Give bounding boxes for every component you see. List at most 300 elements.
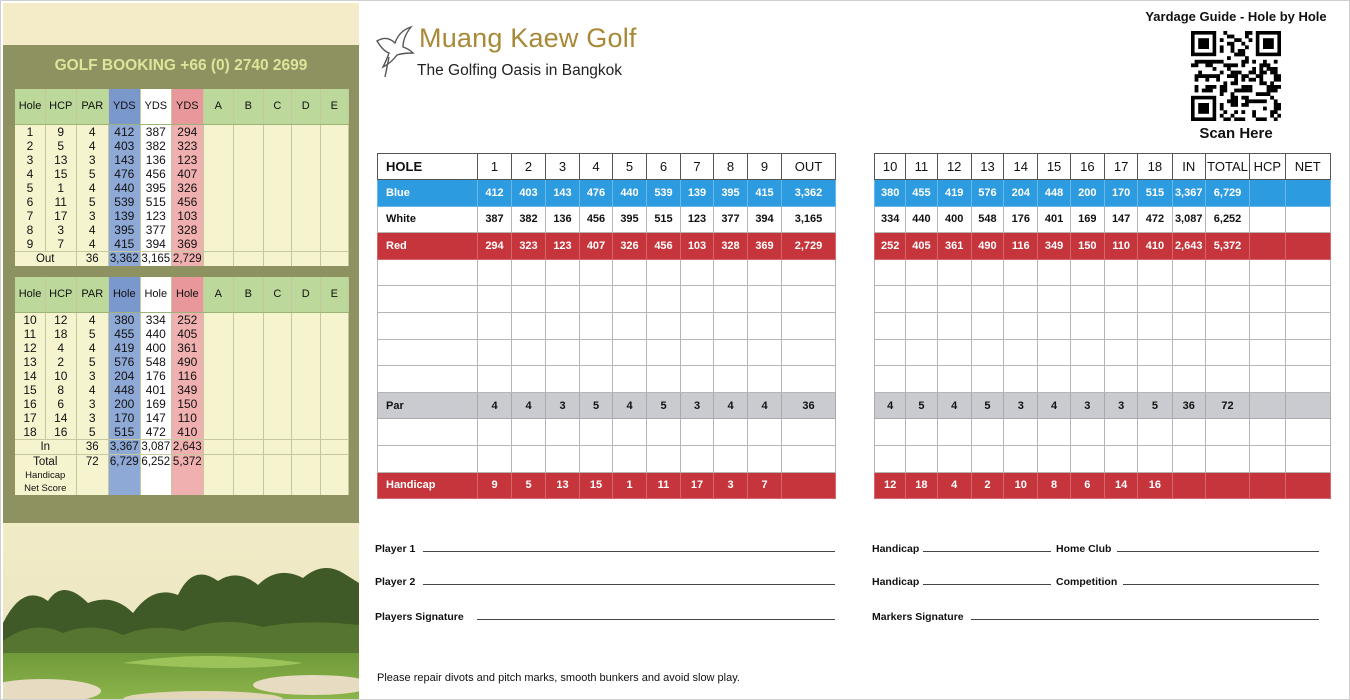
scorecard-cell[interactable] — [478, 419, 512, 446]
scorecard-cell[interactable] — [714, 339, 748, 366]
scorecard-cell[interactable] — [1250, 392, 1285, 419]
scorecard-cell[interactable] — [1070, 366, 1104, 393]
scorecard-cell[interactable] — [1104, 339, 1137, 366]
scorecard-cell[interactable] — [1138, 366, 1172, 393]
scorecard-cell[interactable] — [546, 259, 580, 286]
scorecard-cell[interactable] — [937, 259, 971, 286]
yardage-cell[interactable] — [263, 124, 291, 139]
yardage-cell[interactable] — [263, 482, 291, 495]
yardage-cell[interactable] — [292, 153, 320, 167]
yardage-cell[interactable] — [292, 251, 320, 266]
yardage-cell[interactable] — [292, 369, 320, 383]
yardage-cell[interactable] — [203, 209, 234, 223]
yardage-cell[interactable] — [320, 181, 349, 195]
scorecard-cell[interactable] — [1285, 233, 1330, 260]
yardage-cell[interactable] — [320, 425, 349, 440]
yardage-cell[interactable] — [234, 237, 263, 252]
yardage-cell[interactable] — [320, 251, 349, 266]
scorecard-cell[interactable] — [748, 286, 782, 313]
scorecard-cell[interactable] — [875, 286, 906, 313]
scorecard-cell[interactable] — [1004, 312, 1038, 339]
yardage-cell[interactable] — [109, 482, 141, 495]
yardage-cell[interactable] — [263, 139, 291, 153]
scorecard-cell[interactable] — [681, 419, 714, 446]
scorecard-cell[interactable] — [512, 312, 546, 339]
scorecard-cell[interactable] — [1070, 419, 1104, 446]
scorecard-cell[interactable] — [512, 445, 546, 472]
scorecard-cell[interactable] — [546, 312, 580, 339]
scorecard-cell[interactable] — [748, 445, 782, 472]
yardage-cell[interactable] — [203, 124, 234, 139]
yardage-cell[interactable] — [263, 153, 291, 167]
scorecard-cell[interactable] — [971, 339, 1003, 366]
yardage-cell[interactable] — [263, 425, 291, 440]
yardage-cell[interactable] — [320, 369, 349, 383]
yardage-cell[interactable] — [292, 327, 320, 341]
yardage-cell[interactable] — [292, 355, 320, 369]
scorecard-cell[interactable] — [875, 339, 906, 366]
scorecard-cell[interactable] — [580, 339, 613, 366]
scorecard-cell[interactable] — [613, 419, 647, 446]
scorecard-cell[interactable] — [1070, 259, 1104, 286]
handicap2-field[interactable] — [923, 584, 1051, 585]
yardage-cell[interactable] — [292, 411, 320, 425]
yardage-cell[interactable] — [203, 383, 234, 397]
qr-code-icon[interactable] — [1191, 31, 1281, 121]
scorecard-cell[interactable] — [613, 286, 647, 313]
yardage-cell[interactable] — [320, 383, 349, 397]
scorecard-cell[interactable] — [546, 286, 580, 313]
markers-signature-field[interactable] — [971, 619, 1319, 620]
yardage-cell[interactable] — [292, 139, 320, 153]
scorecard-cell[interactable] — [906, 286, 937, 313]
yardage-cell[interactable] — [320, 469, 349, 482]
yardage-cell[interactable] — [203, 312, 234, 327]
scorecard-cell[interactable] — [647, 286, 681, 313]
yardage-cell[interactable] — [234, 251, 263, 266]
home-club-field[interactable] — [1117, 551, 1319, 552]
scorecard-cell[interactable] — [546, 339, 580, 366]
scorecard-cell[interactable] — [1172, 472, 1205, 499]
scorecard-cell[interactable] — [613, 259, 647, 286]
yardage-cell[interactable] — [292, 397, 320, 411]
scorecard-cell[interactable] — [906, 339, 937, 366]
scorecard-cell[interactable] — [782, 419, 836, 446]
scorecard-cell[interactable] — [1038, 259, 1070, 286]
scorecard-cell[interactable] — [1104, 419, 1137, 446]
scorecard-cell[interactable] — [1285, 286, 1330, 313]
scorecard-cell[interactable] — [1070, 312, 1104, 339]
scorecard-cell[interactable] — [714, 259, 748, 286]
yardage-cell[interactable] — [292, 454, 320, 469]
yardage-cell[interactable] — [292, 167, 320, 181]
yardage-cell[interactable] — [203, 327, 234, 341]
scorecard-cell[interactable] — [1250, 233, 1285, 260]
yardage-cell[interactable] — [320, 153, 349, 167]
yardage-cell[interactable] — [203, 237, 234, 252]
yardage-cell[interactable] — [234, 369, 263, 383]
yardage-cell[interactable] — [203, 153, 234, 167]
scorecard-cell[interactable] — [1250, 472, 1285, 499]
scorecard-cell[interactable] — [512, 419, 546, 446]
yardage-cell[interactable] — [234, 482, 263, 495]
scorecard-cell[interactable] — [714, 286, 748, 313]
scorecard-cell[interactable] — [1104, 286, 1137, 313]
scorecard-cell[interactable] — [906, 259, 937, 286]
scorecard-cell[interactable] — [580, 259, 613, 286]
scorecard-cell[interactable] — [714, 366, 748, 393]
yardage-cell[interactable] — [203, 369, 234, 383]
yardage-cell[interactable] — [263, 312, 291, 327]
yardage-cell[interactable] — [292, 383, 320, 397]
yardage-cell[interactable] — [234, 153, 263, 167]
scorecard-cell[interactable] — [478, 445, 512, 472]
yardage-cell[interactable] — [234, 355, 263, 369]
scorecard-cell[interactable] — [1250, 445, 1285, 472]
yardage-cell[interactable] — [263, 397, 291, 411]
scorecard-cell[interactable] — [1004, 366, 1038, 393]
yardage-cell[interactable] — [292, 237, 320, 252]
yardage-cell[interactable] — [263, 383, 291, 397]
scorecard-cell[interactable] — [782, 286, 836, 313]
scorecard-cell[interactable] — [1004, 259, 1038, 286]
yardage-cell[interactable] — [263, 439, 291, 454]
scorecard-cell[interactable] — [1250, 286, 1285, 313]
yardage-cell[interactable] — [320, 167, 349, 181]
yardage-cell[interactable] — [320, 327, 349, 341]
yardage-cell[interactable] — [263, 454, 291, 469]
scorecard-cell[interactable] — [971, 259, 1003, 286]
scorecard-cell[interactable] — [782, 339, 836, 366]
yardage-cell[interactable] — [320, 312, 349, 327]
yardage-cell[interactable] — [292, 439, 320, 454]
player2-field[interactable] — [423, 584, 835, 585]
scorecard-cell[interactable] — [546, 419, 580, 446]
yardage-cell[interactable] — [292, 482, 320, 495]
scorecard-cell[interactable] — [647, 259, 681, 286]
scorecard-cell[interactable] — [1104, 445, 1137, 472]
scorecard-cell[interactable] — [1205, 366, 1249, 393]
yardage-cell[interactable] — [234, 383, 263, 397]
scorecard-cell[interactable] — [1138, 286, 1172, 313]
yardage-cell[interactable] — [320, 237, 349, 252]
yardage-cell[interactable] — [234, 411, 263, 425]
yardage-cell[interactable] — [234, 312, 263, 327]
scorecard-cell[interactable] — [1104, 312, 1137, 339]
scorecard-cell[interactable] — [1038, 366, 1070, 393]
scorecard-cell[interactable] — [681, 366, 714, 393]
scorecard-cell[interactable] — [1285, 206, 1330, 233]
yardage-cell[interactable] — [263, 223, 291, 237]
scorecard-cell[interactable] — [1250, 419, 1285, 446]
yardage-cell[interactable] — [234, 341, 263, 355]
scorecard-cell[interactable] — [647, 339, 681, 366]
scorecard-cell[interactable] — [906, 312, 937, 339]
scorecard-cell[interactable] — [580, 445, 613, 472]
scorecard-cell[interactable] — [875, 445, 906, 472]
scorecard-cell[interactable] — [1038, 419, 1070, 446]
yardage-cell[interactable] — [234, 209, 263, 223]
scorecard-cell[interactable] — [1004, 339, 1038, 366]
yardage-cell[interactable] — [263, 195, 291, 209]
yardage-cell[interactable] — [292, 425, 320, 440]
player1-field[interactable] — [423, 551, 835, 552]
yardage-cell[interactable] — [172, 469, 204, 482]
yardage-cell[interactable] — [263, 341, 291, 355]
yardage-cell[interactable] — [76, 482, 109, 495]
scorecard-cell[interactable] — [1172, 419, 1205, 446]
scorecard-cell[interactable] — [1285, 259, 1330, 286]
yardage-cell[interactable] — [292, 124, 320, 139]
scorecard-cell[interactable] — [613, 445, 647, 472]
scorecard-cell[interactable] — [1285, 472, 1330, 499]
scorecard-cell[interactable] — [875, 419, 906, 446]
yardage-cell[interactable] — [292, 469, 320, 482]
yardage-cell[interactable] — [203, 251, 234, 266]
yardage-cell[interactable] — [203, 223, 234, 237]
scorecard-cell[interactable] — [647, 312, 681, 339]
yardage-cell[interactable] — [292, 223, 320, 237]
yardage-cell[interactable] — [234, 469, 263, 482]
scorecard-cell[interactable] — [1104, 259, 1137, 286]
scorecard-cell[interactable] — [906, 445, 937, 472]
scorecard-cell[interactable] — [1004, 286, 1038, 313]
scorecard-cell[interactable] — [1172, 259, 1205, 286]
yardage-cell[interactable] — [234, 223, 263, 237]
scorecard-cell[interactable] — [647, 419, 681, 446]
yardage-cell[interactable] — [203, 469, 234, 482]
scorecard-cell[interactable] — [1138, 259, 1172, 286]
scorecard-cell[interactable] — [1250, 259, 1285, 286]
yardage-cell[interactable] — [203, 439, 234, 454]
scorecard-cell[interactable] — [906, 366, 937, 393]
scorecard-cell[interactable] — [1172, 312, 1205, 339]
scorecard-cell[interactable] — [1172, 339, 1205, 366]
scorecard-cell[interactable] — [681, 259, 714, 286]
scorecard-cell[interactable] — [971, 286, 1003, 313]
yardage-cell[interactable] — [320, 454, 349, 469]
scorecard-cell[interactable] — [1250, 339, 1285, 366]
scorecard-cell[interactable] — [580, 419, 613, 446]
scorecard-cell[interactable] — [1205, 339, 1249, 366]
scorecard-cell[interactable] — [1172, 366, 1205, 393]
yardage-cell[interactable] — [203, 355, 234, 369]
yardage-cell[interactable] — [320, 482, 349, 495]
scorecard-cell[interactable] — [1172, 286, 1205, 313]
yardage-cell[interactable] — [76, 469, 109, 482]
yardage-cell[interactable] — [172, 482, 204, 495]
yardage-cell[interactable] — [263, 181, 291, 195]
scorecard-cell[interactable] — [714, 445, 748, 472]
scorecard-cell[interactable] — [748, 259, 782, 286]
yardage-cell[interactable] — [263, 251, 291, 266]
scorecard-cell[interactable] — [1250, 180, 1285, 207]
yardage-cell[interactable] — [234, 124, 263, 139]
scorecard-cell[interactable] — [1285, 312, 1330, 339]
yardage-cell[interactable] — [320, 355, 349, 369]
yardage-cell[interactable] — [203, 425, 234, 440]
scorecard-cell[interactable] — [681, 339, 714, 366]
scorecard-cell[interactable] — [906, 419, 937, 446]
scorecard-cell[interactable] — [681, 312, 714, 339]
yardage-cell[interactable] — [320, 397, 349, 411]
scorecard-cell[interactable] — [937, 312, 971, 339]
scorecard-cell[interactable] — [937, 419, 971, 446]
scorecard-cell[interactable] — [1250, 206, 1285, 233]
scorecard-cell[interactable] — [546, 366, 580, 393]
yardage-cell[interactable] — [292, 209, 320, 223]
yardage-cell[interactable] — [203, 482, 234, 495]
yardage-cell[interactable] — [140, 482, 172, 495]
scorecard-cell[interactable] — [1172, 445, 1205, 472]
scorecard-cell[interactable] — [1285, 392, 1330, 419]
yardage-cell[interactable] — [234, 439, 263, 454]
scorecard-cell[interactable] — [1070, 339, 1104, 366]
scorecard-cell[interactable] — [647, 366, 681, 393]
scorecard-cell[interactable] — [937, 445, 971, 472]
yardage-cell[interactable] — [263, 355, 291, 369]
scorecard-cell[interactable] — [971, 366, 1003, 393]
scorecard-cell[interactable] — [1205, 286, 1249, 313]
scorecard-cell[interactable] — [647, 445, 681, 472]
yardage-cell[interactable] — [203, 411, 234, 425]
scorecard-cell[interactable] — [546, 445, 580, 472]
scorecard-cell[interactable] — [1250, 312, 1285, 339]
yardage-cell[interactable] — [320, 341, 349, 355]
scorecard-cell[interactable] — [1038, 312, 1070, 339]
yardage-cell[interactable] — [320, 195, 349, 209]
scorecard-cell[interactable] — [1004, 445, 1038, 472]
yardage-cell[interactable] — [263, 469, 291, 482]
scorecard-cell[interactable] — [748, 339, 782, 366]
scorecard-cell[interactable] — [1205, 445, 1249, 472]
yardage-cell[interactable] — [320, 411, 349, 425]
yardage-cell[interactable] — [320, 439, 349, 454]
yardage-cell[interactable] — [234, 454, 263, 469]
scorecard-cell[interactable] — [580, 312, 613, 339]
yardage-cell[interactable] — [203, 454, 234, 469]
scorecard-cell[interactable] — [782, 366, 836, 393]
yardage-cell[interactable] — [234, 397, 263, 411]
scorecard-cell[interactable] — [1285, 339, 1330, 366]
scorecard-cell[interactable] — [1070, 286, 1104, 313]
scorecard-cell[interactable] — [937, 286, 971, 313]
yardage-cell[interactable] — [292, 195, 320, 209]
yardage-cell[interactable] — [234, 195, 263, 209]
scorecard-cell[interactable] — [1138, 445, 1172, 472]
scorecard-cell[interactable] — [1038, 445, 1070, 472]
scorecard-cell[interactable] — [613, 312, 647, 339]
scorecard-cell[interactable] — [748, 419, 782, 446]
scorecard-cell[interactable] — [1250, 366, 1285, 393]
yardage-cell[interactable] — [263, 237, 291, 252]
scorecard-cell[interactable] — [1038, 286, 1070, 313]
scorecard-cell[interactable] — [1004, 419, 1038, 446]
scorecard-cell[interactable] — [512, 286, 546, 313]
scorecard-cell[interactable] — [512, 366, 546, 393]
yardage-cell[interactable] — [234, 167, 263, 181]
scorecard-cell[interactable] — [875, 259, 906, 286]
scorecard-cell[interactable] — [478, 259, 512, 286]
yardage-cell[interactable] — [109, 469, 141, 482]
scorecard-cell[interactable] — [512, 259, 546, 286]
competition-field[interactable] — [1123, 584, 1319, 585]
yardage-cell[interactable] — [203, 181, 234, 195]
scorecard-cell[interactable] — [478, 286, 512, 313]
scorecard-cell[interactable] — [782, 312, 836, 339]
scorecard-cell[interactable] — [681, 445, 714, 472]
scorecard-cell[interactable] — [1038, 339, 1070, 366]
yardage-cell[interactable] — [203, 139, 234, 153]
scorecard-cell[interactable] — [971, 419, 1003, 446]
scorecard-cell[interactable] — [1285, 180, 1330, 207]
scorecard-cell[interactable] — [478, 339, 512, 366]
scorecard-cell[interactable] — [714, 312, 748, 339]
yardage-cell[interactable] — [203, 195, 234, 209]
yardage-cell[interactable] — [234, 327, 263, 341]
scorecard-cell[interactable] — [1205, 259, 1249, 286]
yardage-cell[interactable] — [263, 411, 291, 425]
yardage-cell[interactable] — [320, 209, 349, 223]
scorecard-cell[interactable] — [748, 312, 782, 339]
yardage-cell[interactable] — [292, 341, 320, 355]
handicap1-field[interactable] — [923, 551, 1051, 552]
scorecard-cell[interactable] — [681, 286, 714, 313]
scorecard-cell[interactable] — [1205, 419, 1249, 446]
scorecard-cell[interactable] — [613, 339, 647, 366]
scorecard-cell[interactable] — [478, 366, 512, 393]
scorecard-cell[interactable] — [1285, 366, 1330, 393]
yardage-cell[interactable] — [263, 369, 291, 383]
scorecard-cell[interactable] — [1138, 312, 1172, 339]
scorecard-cell[interactable] — [782, 259, 836, 286]
scorecard-cell[interactable] — [714, 419, 748, 446]
scorecard-cell[interactable] — [1205, 472, 1249, 499]
scorecard-cell[interactable] — [971, 445, 1003, 472]
yardage-cell[interactable] — [263, 167, 291, 181]
yardage-cell[interactable] — [292, 181, 320, 195]
scorecard-cell[interactable] — [1285, 419, 1330, 446]
scorecard-cell[interactable] — [971, 312, 1003, 339]
scorecard-cell[interactable] — [1070, 445, 1104, 472]
scorecard-cell[interactable] — [1205, 312, 1249, 339]
yardage-cell[interactable] — [292, 312, 320, 327]
scorecard-cell[interactable] — [613, 366, 647, 393]
scorecard-cell[interactable] — [580, 286, 613, 313]
scorecard-cell[interactable] — [875, 366, 906, 393]
yardage-cell[interactable] — [320, 223, 349, 237]
scorecard-cell[interactable] — [1285, 445, 1330, 472]
yardage-cell[interactable] — [234, 425, 263, 440]
scorecard-cell[interactable] — [782, 472, 836, 499]
yardage-cell[interactable] — [263, 209, 291, 223]
players-signature-field[interactable] — [477, 619, 835, 620]
yardage-cell[interactable] — [234, 181, 263, 195]
scorecard-cell[interactable] — [748, 366, 782, 393]
scorecard-cell[interactable] — [580, 366, 613, 393]
yardage-cell[interactable] — [234, 139, 263, 153]
scorecard-cell[interactable] — [782, 445, 836, 472]
yardage-cell[interactable] — [320, 124, 349, 139]
scorecard-cell[interactable] — [1104, 366, 1137, 393]
scorecard-cell[interactable] — [512, 339, 546, 366]
yardage-cell[interactable] — [140, 469, 172, 482]
yardage-cell[interactable] — [203, 341, 234, 355]
scorecard-cell[interactable] — [937, 339, 971, 366]
yardage-cell[interactable] — [263, 327, 291, 341]
scorecard-cell[interactable] — [1138, 419, 1172, 446]
scorecard-cell[interactable] — [937, 366, 971, 393]
